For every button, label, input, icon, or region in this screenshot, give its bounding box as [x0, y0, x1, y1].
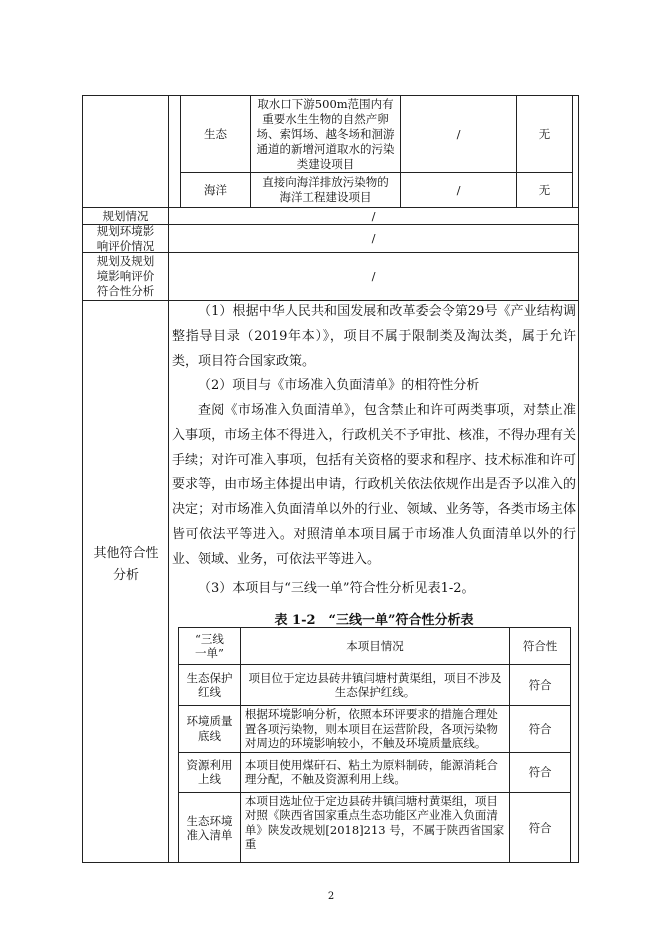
header-cell: 本项目情况 — [240, 628, 509, 665]
page-break-line — [82, 862, 579, 863]
divider — [168, 95, 169, 208]
table-row — [179, 792, 571, 864]
table-row — [179, 752, 571, 792]
table-row — [179, 665, 571, 706]
divider — [168, 300, 169, 863]
planning-label: 规划情况 — [82, 207, 169, 225]
planning-value: / — [168, 207, 579, 225]
result-cell: 无 — [516, 172, 573, 208]
paragraph: （3）本项目与“三线一单”符合性分析见表1-2。 — [198, 581, 475, 596]
category-cell: 生态 — [180, 95, 251, 173]
category-cell: 海洋 — [180, 172, 251, 208]
paragraph: （2）项目与《市场准入负面清单》的相符性分析 — [198, 378, 480, 393]
compliance-cell: 符合 — [510, 792, 571, 864]
detail-cell: 根据环境影响分析，依照本环评要求的措施合理处置各项污染物，则本项目在运营阶段，各项污染物对周边的环境影响较小，不触及环境质量底线。 — [240, 706, 509, 753]
header-cell: “三线一单” — [179, 628, 241, 665]
detail-cell: 本项目选址位于定边县砖井镇闫塘村黄渠组，项目对照《陕西省国家重点生态功能区产业准入负面清单》陕发改规划[2018]213 号，不属于陕西省国家重 — [240, 792, 509, 864]
page-number: 2 — [327, 891, 335, 902]
planning-label: 规划环境影响评价情况 — [82, 224, 169, 253]
table-title: 表 1-2 “三线一单”符合性分析表 — [274, 613, 474, 628]
detail-cell: 项目位于定边县砖井镇闫塘村黄渠组，项目不涉及生态保护红线。 — [240, 665, 509, 706]
situation-cell: / — [400, 172, 517, 208]
table-row — [179, 706, 571, 753]
item-cell: 环境质量底线 — [179, 706, 241, 753]
description-cell: 取水口下游500m范围内有重要水生生物的自然产卵场、索饵场、越冬场和洄游通道的新增河道取水的污染类建设项目 — [250, 95, 401, 173]
situation-cell: / — [400, 95, 517, 173]
item-cell: 生态保护红线 — [179, 665, 241, 706]
description-cell: 直接向海洋排放污染物的海洋工程建设项目 — [250, 172, 401, 208]
compliance-cell: 符合 — [510, 752, 571, 792]
result-cell: 无 — [516, 95, 573, 173]
item-cell: 资源利用上线 — [179, 752, 241, 792]
detail-cell: 本项目使用煤矸石、粘土为原料制砖，能源消耗合理分配，不触及资源利用上线。 — [240, 752, 509, 792]
planning-label: 规划及规划境影响评价符合性分析 — [82, 252, 169, 301]
sanxian-yidan-table — [178, 627, 571, 865]
paragraph: 查阅《市场准入负面清单》，包含禁止和许可两类事项，对禁止准入事项，市场主体不得进入，行政机关不予审批、核准，不得办理有关手续；对许可准入事项，包括有关资格的要求和程序、技术标准和许可要求等，由市场主体提出申请，行政机关依法依规作出是否予以准入的决定；对市场准入负面清单以外的行业、领域、业务等，各类市场主体皆可依法平等进入。对照清单本项目属于市场准人负面清单以外的行业、领域、业务，可依法平等进入。 — [172, 403, 576, 567]
planning-value: / — [168, 224, 579, 253]
item-cell: 生态环境准入清单 — [179, 792, 241, 864]
table-header-row — [179, 628, 571, 665]
compliance-cell: 符合 — [510, 665, 571, 706]
planning-value: / — [168, 252, 579, 301]
paragraph: （1）根据中华人民共和国发展和改革委会令第29号《产业结构调整指导目录（2019年本）》，项目不属于限制类及淘汰类，属于允许类，项目符合国家政策。 — [172, 304, 576, 369]
other-analysis-label: 其他符合性分析 — [93, 546, 159, 583]
compliance-cell: 符合 — [510, 706, 571, 753]
header-cell: 符合性 — [510, 628, 571, 665]
